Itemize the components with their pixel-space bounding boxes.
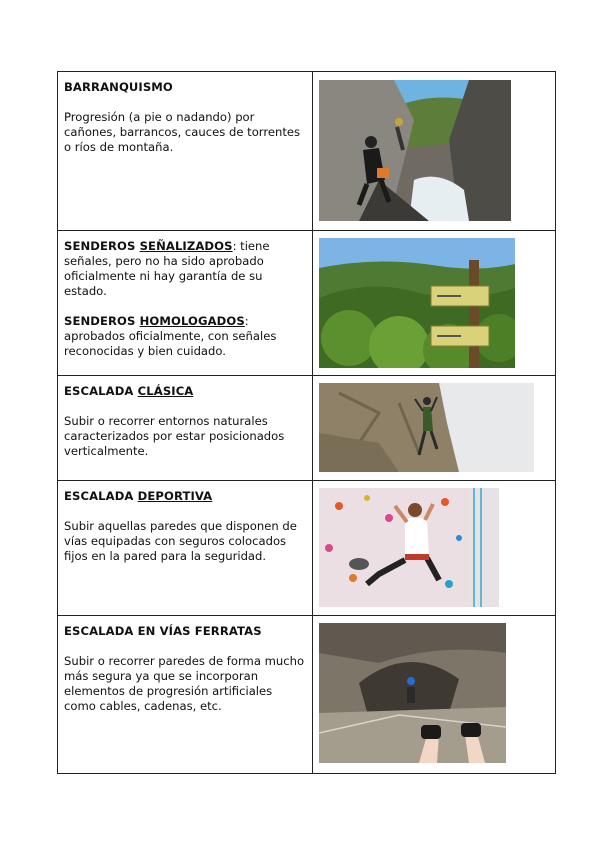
row-description: Subir aquellas paredes que disponen de vías equipadas con seguros colocados fijos en la pared para la seguridad. xyxy=(64,519,297,563)
row-description: Progresión (a pie o nadando) por cañones, barrancos, cauces de torrentes o ríos de montaña. xyxy=(64,110,301,154)
table-row xyxy=(58,376,556,481)
table-row xyxy=(58,231,556,376)
table-row xyxy=(58,616,556,774)
activities-table xyxy=(57,71,556,774)
row-description: Subir o recorrer paredes de forma mucho más segura ya que se incorporan elementos de progresión artificiales como cables, cadenas, etc. xyxy=(64,654,305,713)
trail-signpost-photo xyxy=(319,238,515,368)
row-title-underlined: CLÁSICA xyxy=(137,384,194,398)
image-cell xyxy=(313,616,556,774)
image-cell xyxy=(313,376,556,481)
text-cell xyxy=(58,481,313,616)
table-row xyxy=(58,481,556,616)
text-cell xyxy=(58,376,313,481)
image-cell xyxy=(313,231,556,376)
row-title-underlined: SEÑALIZADOS xyxy=(139,239,233,253)
row-title-line xyxy=(64,489,306,504)
image-cell xyxy=(313,481,556,616)
signed-trails-text xyxy=(64,239,306,299)
classic-climbing-photo xyxy=(319,383,534,472)
row-description: : aprobados oficialmente, con señales reconocidas y bien cuidado. xyxy=(64,314,277,358)
row-title-line xyxy=(64,384,306,399)
sport-climbing-wall-photo xyxy=(319,488,499,607)
image-cell xyxy=(313,72,556,231)
approved-trails-text xyxy=(64,314,306,359)
via-ferrata-photo xyxy=(319,623,506,763)
row-title: SENDEROS xyxy=(64,314,140,328)
row-title-underlined: DEPORTIVA xyxy=(137,489,213,503)
row-description: Subir o recorrer entornos naturales caracterizados por estar posicionados verticalmente. xyxy=(64,414,285,458)
text-cell xyxy=(58,231,313,376)
row-title: SENDEROS xyxy=(64,239,140,253)
text-cell xyxy=(58,72,313,231)
table-row xyxy=(58,72,556,231)
text-cell xyxy=(58,616,313,774)
row-title: BARRANQUISMO xyxy=(64,80,173,94)
canyoning-photo xyxy=(319,80,511,221)
row-title: ESCALADA EN VÍAS FERRATAS xyxy=(64,624,262,638)
row-title: ESCALADA xyxy=(64,384,138,398)
row-title-underlined: HOMOLOGADOS xyxy=(139,314,245,328)
row-title: ESCALADA xyxy=(64,489,138,503)
row-description: : tiene señales, pero no ha sido aprobado oficialmente ni hay garantía de su estado. xyxy=(64,239,270,298)
